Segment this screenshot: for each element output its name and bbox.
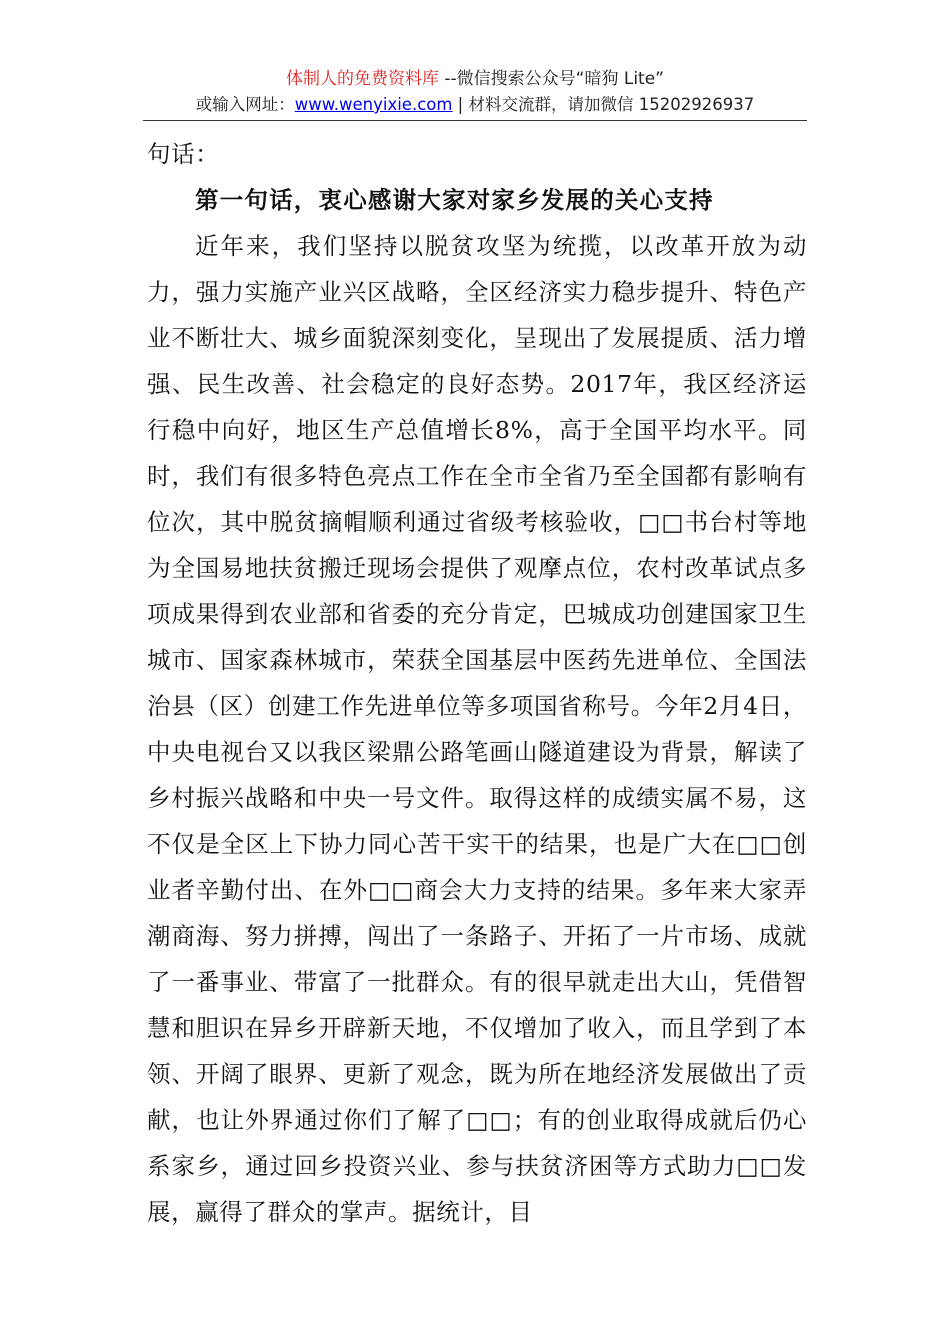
header-line-2 <box>143 92 807 118</box>
lead-fragment: 句话： <box>147 140 220 168</box>
header-url-prefix: 或输入网址： <box>195 95 295 114</box>
header-line-1 <box>143 66 807 92</box>
header-tagline: --微信搜索公众号“暗狗 Lite” <box>438 69 664 89</box>
header-contact: | 材料交流群，请加微信 15202926937 <box>452 95 755 114</box>
header-url-link[interactable]: www.wenyixie.com <box>294 95 453 114</box>
header-brand: 体制人的免费资料库 <box>285 69 439 89</box>
page-header <box>143 66 807 121</box>
document-body <box>147 131 807 1235</box>
section-heading: 第一句话，衷心感谢大家对家乡发展的关心支持 <box>195 186 714 214</box>
body-paragraph: 近年来，我们坚持以脱贫攻坚为统揽，以改革开放为动力，强力实施产业兴区战略，全区经济实力稳步提升、特色产业不断壮大、城乡面貌深刻变化，呈现出了发展提质、活力增强、民生改善、社会稳定的良好态势。2017年，我区经济运行稳中向好，地区生产总值增长8%，高于全国平均水平。同时，我们有很多特色亮点工作在全市全省乃至全国都有影响有位次，其中脱贫摘帽顺利通过省级考核验收，□□书台村等地为全国易地扶贫搬迁现场会提供了观摩点位，农村改革试点多项成果得到农业部和省委的充分肯定，巴城成功创建国家卫生城市、国家森林城市，荣获全国基层中医药先进单位、全国法治县（区）创建工作先进单位等多项国省称号。今年2月4日，中央电视台又以我区梁鼎公路笔画山隧道建设为背景，解读了乡村振兴战略和中央一号文件。取得这样的成绩实属不易，这不仅是全区上下协力同心苦干实干的结果，也是广大在□□创业者辛勤付出、在外□□商会大力支持的结果。多年来大家弄潮商海、努力拼搏，闯出了一条路子、开拓了一片市场、成就了一番事业、带富了一批群众。有的很早就走出大山，凭借智慧和胆识在异乡开辟新天地，不仅增加了收入，而且学到了本领、开阔了眼界、更新了观念，既为所在地经济发展做出了贡献，也让外界通过你们了解了□□；有的创业取得成就后仍心系家乡，通过回乡投资兴业、参与扶贫济困等方式助力□□发展，赢得了群众的掌声。据统计，目 <box>147 232 807 1226</box>
